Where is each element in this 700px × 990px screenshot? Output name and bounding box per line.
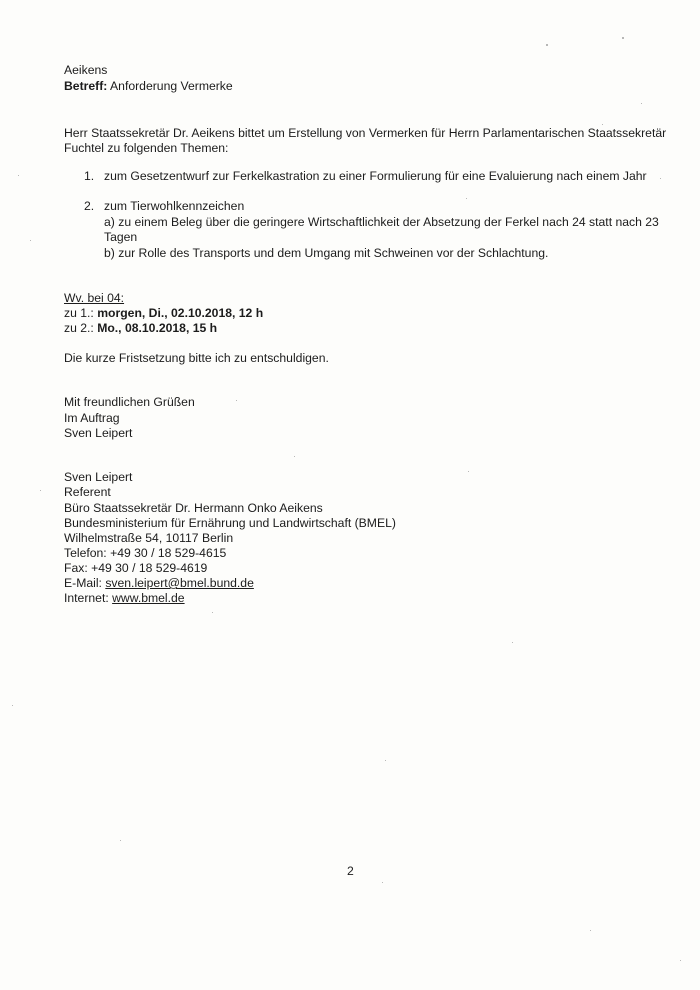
- closing-on-behalf: Im Auftrag: [64, 411, 120, 425]
- deadline-2: [64, 321, 217, 337]
- item-2-text: zum Tierwohlkennzeichen: [104, 199, 245, 213]
- scan-speck: [512, 642, 513, 643]
- scan-speck: [212, 612, 213, 613]
- apology-text: Die kurze Fristsetzung bitte ich zu entschuldigen.: [64, 351, 329, 365]
- deadline-1-value: morgen, Di., 02.10.2018, 12 h: [97, 306, 264, 320]
- scan-speck: [546, 44, 548, 46]
- subject-label: Betreff:: [64, 79, 108, 93]
- signature-name: Sven Leipert: [64, 470, 133, 484]
- signature-email-line: [64, 576, 254, 592]
- subject-line: [64, 79, 233, 95]
- signature-address: Wilhelmstraße 54, 10117 Berlin: [64, 531, 234, 545]
- deadline-1-label: zu 1.:: [64, 306, 98, 320]
- scan-speck: [602, 124, 603, 125]
- closing-name: Sven Leipert: [64, 426, 133, 440]
- scan-speck: [236, 400, 237, 401]
- signature-role: Referent: [64, 485, 111, 499]
- scan-speck: [120, 840, 121, 841]
- signature-ministry: Bundesministerium für Ernährung und Landwirtschaft (BMEL): [64, 516, 396, 530]
- scan-speck: [622, 37, 624, 39]
- scan-speck: [660, 178, 661, 179]
- subject-value: Anforderung Vermerke: [107, 79, 233, 93]
- scan-speck: [40, 490, 41, 491]
- item-2-number: 2.: [84, 199, 95, 213]
- signature-internet-link[interactable]: www.bmel.de: [112, 591, 185, 605]
- scan-speck: [30, 240, 31, 241]
- signature-internet-label: Internet:: [64, 591, 113, 605]
- item-1-number: 1.: [84, 169, 95, 183]
- signature-phone: Telefon: +49 30 / 18 529-4615: [64, 546, 227, 560]
- scan-speck: [12, 705, 13, 706]
- signature-internet-line: [64, 591, 185, 607]
- signature-office: Büro Staatssekretär Dr. Hermann Onko Aeikens: [64, 501, 323, 515]
- scan-speck: [590, 930, 591, 931]
- scan-speck: [641, 103, 642, 104]
- signature-email-label: E-Mail:: [64, 576, 106, 590]
- signature-fax: Fax: +49 30 / 18 529-4619: [64, 561, 208, 575]
- page-number: 2: [347, 864, 354, 878]
- scan-speck: [294, 456, 295, 457]
- deadline-1: [64, 306, 263, 322]
- item-1-text: zum Gesetzentwurf zur Ferkelkastration zu einer Formulierung für eine Evaluierung nach einem Jahr: [104, 169, 647, 183]
- scan-speck: [468, 471, 469, 472]
- scan-speck: [466, 198, 467, 199]
- scan-speck: [680, 960, 681, 961]
- scan-speck: [382, 882, 383, 883]
- deadline-2-label: zu 2.:: [64, 321, 98, 335]
- item-2-sub-a-line-1: a) zu einem Beleg über die geringere Wirtschaftlichkeit der Absetzung der Ferkel nach 24 statt nach 23: [104, 215, 659, 229]
- deadlines-heading: Wv. bei 04:: [64, 291, 125, 305]
- deadline-2-value: Mo., 08.10.2018, 15 h: [97, 321, 218, 335]
- intro-line-2: Fuchtel zu folgenden Themen:: [64, 141, 229, 155]
- header-name: Aeikens: [64, 63, 108, 77]
- item-2-sub-b: b) zur Rolle des Transports und dem Umgang mit Schweinen vor der Schlachtung.: [104, 246, 549, 260]
- closing-greeting: Mit freundlichen Grüßen: [64, 395, 195, 409]
- signature-email-link[interactable]: sven.leipert@bmel.bund.de: [105, 576, 254, 590]
- item-2-sub-a-line-2: Tagen: [104, 230, 138, 244]
- intro-line-1: Herr Staatssekretär Dr. Aeikens bittet um Erstellung von Vermerken für Herrn Parlamentarischen Staatssekretär: [64, 126, 667, 140]
- scan-speck: [18, 175, 19, 176]
- scan-speck: [385, 760, 386, 761]
